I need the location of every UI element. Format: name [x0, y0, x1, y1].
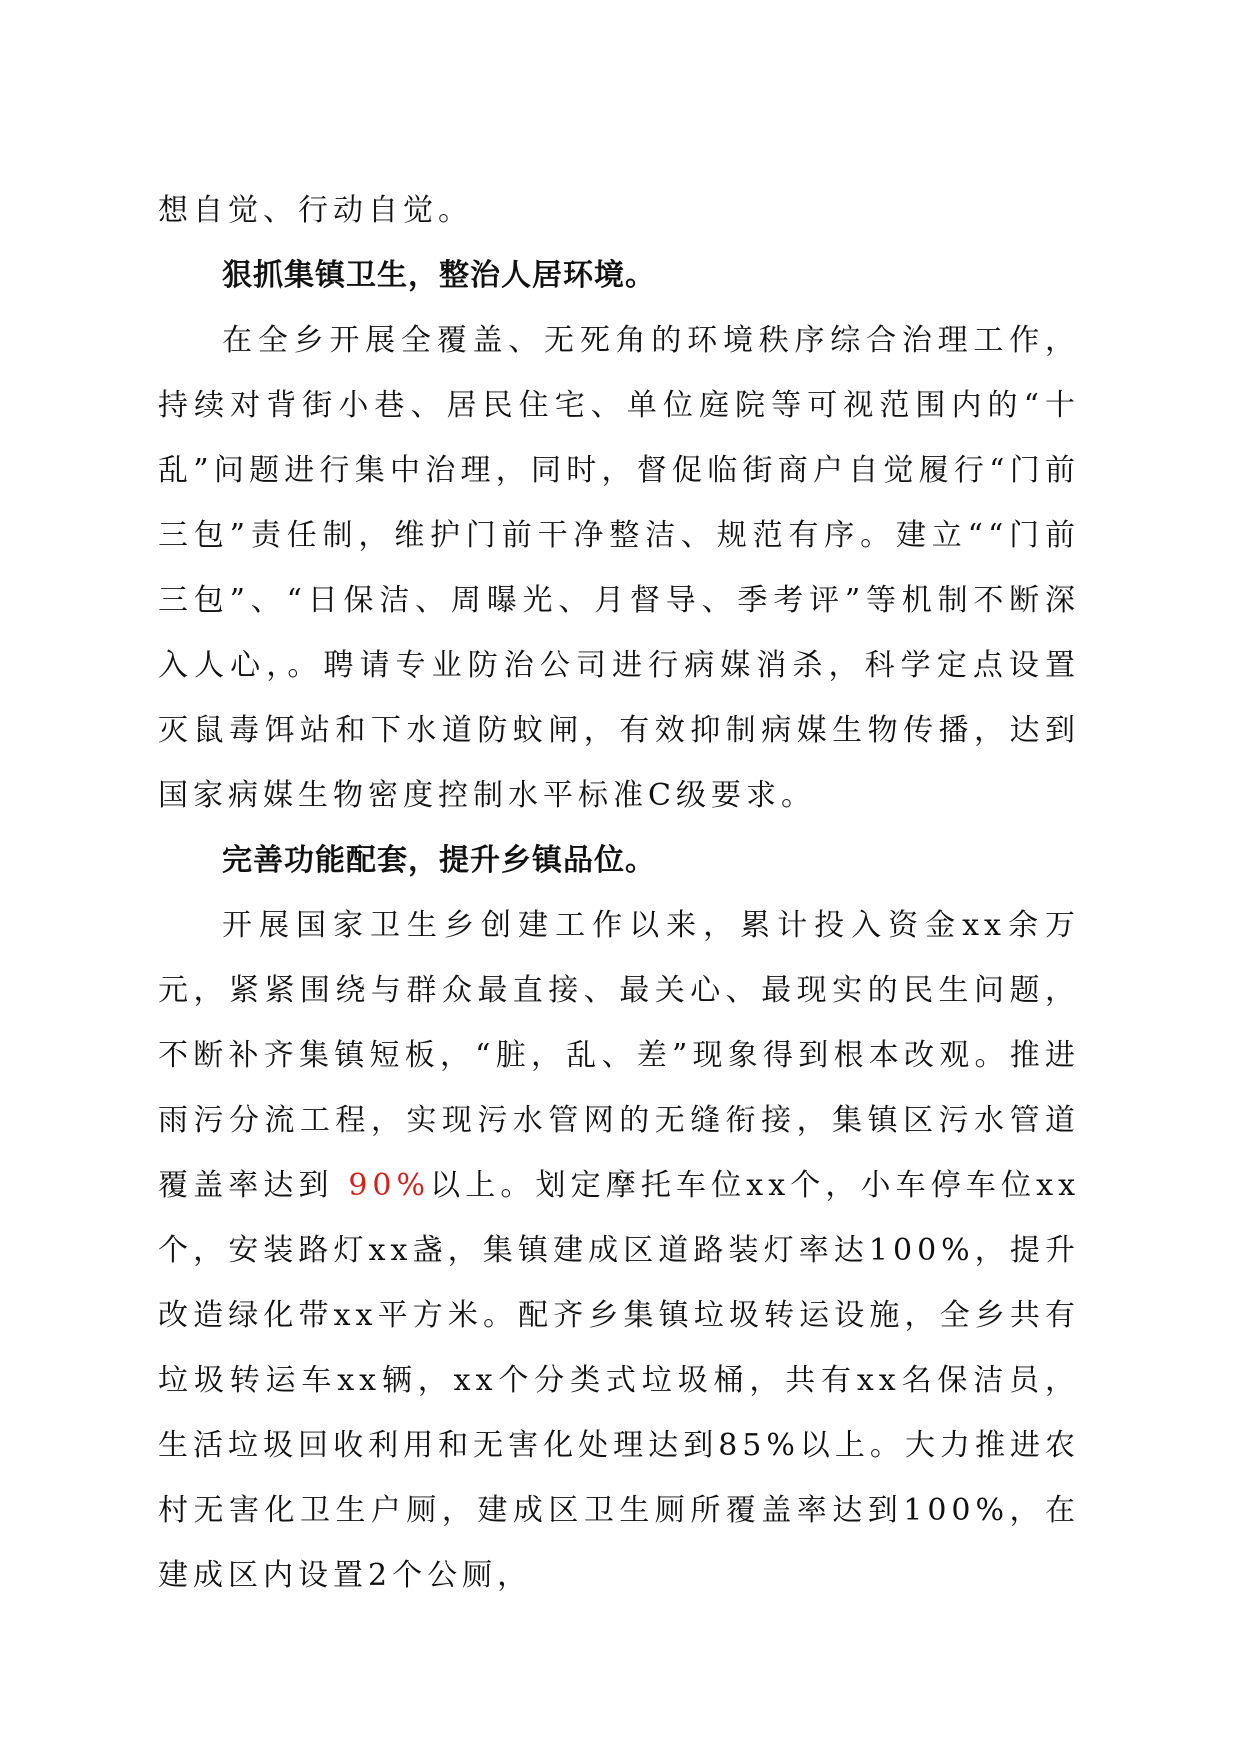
highlight-percentage: 90% [348, 1168, 430, 1203]
paragraph-facilities-part2: 以上。划定摩托车位xx个，小车停车位xx个，安装路灯xx盏，集镇建成区道路装灯率达100%，提升改造绿化带xx平方米。配齐乡集镇垃圾转运设施，全乡共有垃圾转运车xx辆，xx个分类式垃圾桶，共有xx名保洁员，生活垃圾回收利用和无害化处理达到85%以上。大力推进农村无害化卫生户厕，建成区卫生厕所覆盖率达到100%，在建成区内设置2个公厕， [158, 1168, 1080, 1593]
paragraph-facilities [158, 893, 1080, 1608]
paragraph-sanitation: 在全乡开展全覆盖、无死角的环境秩序综合治理工作，持续对背街小巷、居民住宅、单位庭院等可视范围内的“十乱”问题进行集中治理，同时，督促临街商户自觉履行“门前三包”责任制，维护门前干净整洁、规范有序。建立““门前三包”、“日保洁、周曝光、月督导、季考评”等机制不断深入人心，。聘请专业防治公司进行病媒消杀，科学定点设置灭鼠毒饵站和下水道防蚊闸，有效抑制病媒生物传播，达到国家病媒生物密度控制水平标准C级要求。 [158, 323, 1080, 813]
section-heading-facilities: 完善功能配套，提升乡镇品位。 [222, 843, 656, 878]
paragraph-facilities-part1: 开展国家卫生乡创建工作以来，累计投入资金xx余万元，紧紧围绕与群众最直接、最关心、最现实的民生问题，不断补齐集镇短板，“脏，乱、差”现象得到根本改观。推进雨污分流工程，实现污水管网的无缝衔接，集镇区污水管道覆盖率达到 [158, 908, 1080, 1203]
section-heading-sanitation: 狠抓集镇卫生，整治人居环境。 [222, 258, 656, 293]
document-body [158, 178, 1080, 1608]
continued-paragraph: 想自觉、行动自觉。 [158, 193, 473, 228]
